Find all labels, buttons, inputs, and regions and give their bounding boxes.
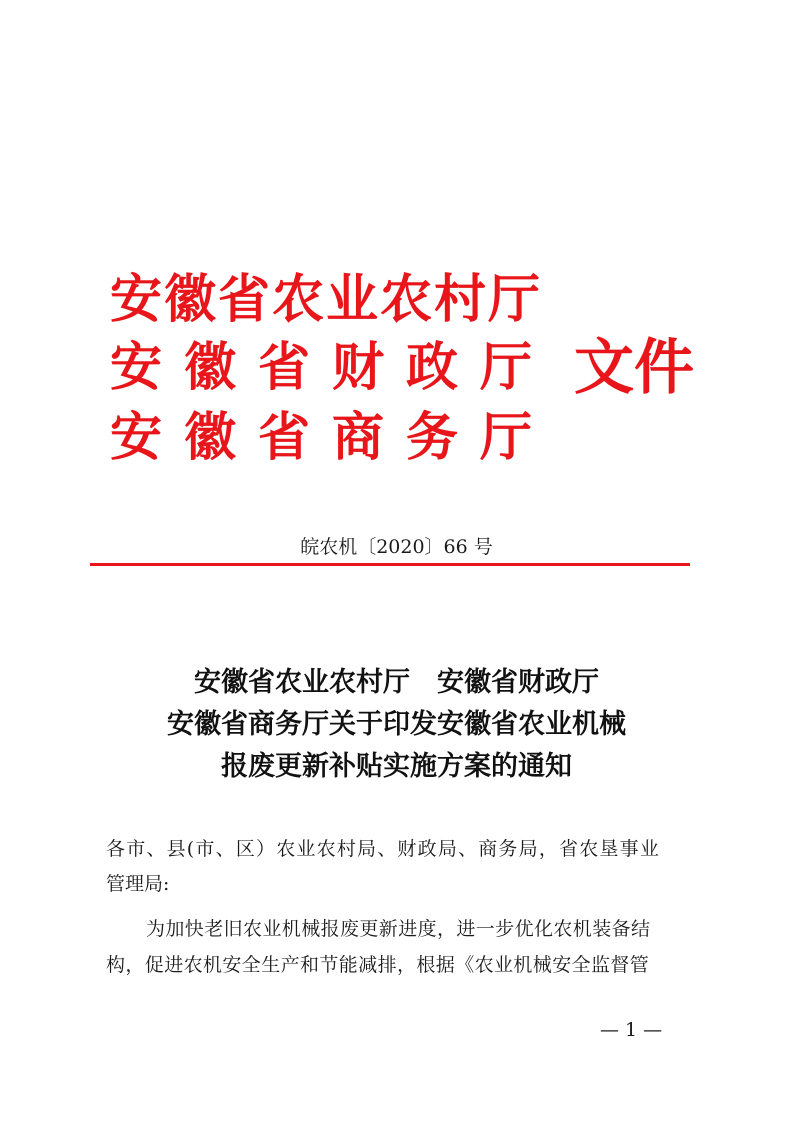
- notice-title: [0, 662, 793, 788]
- document-suffix: 文件: [574, 333, 694, 403]
- title-line-1: 安徽省农业农村厅 安徽省财政厅: [194, 667, 599, 698]
- page-number: — 1 —: [600, 1019, 663, 1041]
- paragraph-line-2: 构，促进农机安全生产和节能减排，根据《农业机械安全监督管: [106, 954, 650, 976]
- title-line-2: 安徽省商务厅关于印发安徽省农业机械: [167, 709, 626, 740]
- issuer-agriculture-dept: 安徽省农业农村厅: [110, 269, 543, 330]
- issuing-authorities-header: [110, 270, 710, 470]
- paragraph-line-1: 为加快老旧农业机械报废更新进度，进一步优化农机装备结: [146, 918, 651, 940]
- salutation-line-1: 各市、县(市、区）农业农村局、财政局、商务局，省农垦事业: [106, 838, 661, 860]
- title-line-3: 报废更新补贴实施方案的通知: [221, 751, 572, 782]
- issuer-commerce-dept: 安徽省商务厅: [110, 407, 555, 468]
- red-divider-line: [90, 563, 690, 566]
- document-number: 皖农机〔2020〕66 号: [300, 536, 493, 558]
- salutation-line-2: 管理局:: [106, 873, 170, 895]
- issuer-finance-dept: 安徽省财政厅: [110, 337, 555, 398]
